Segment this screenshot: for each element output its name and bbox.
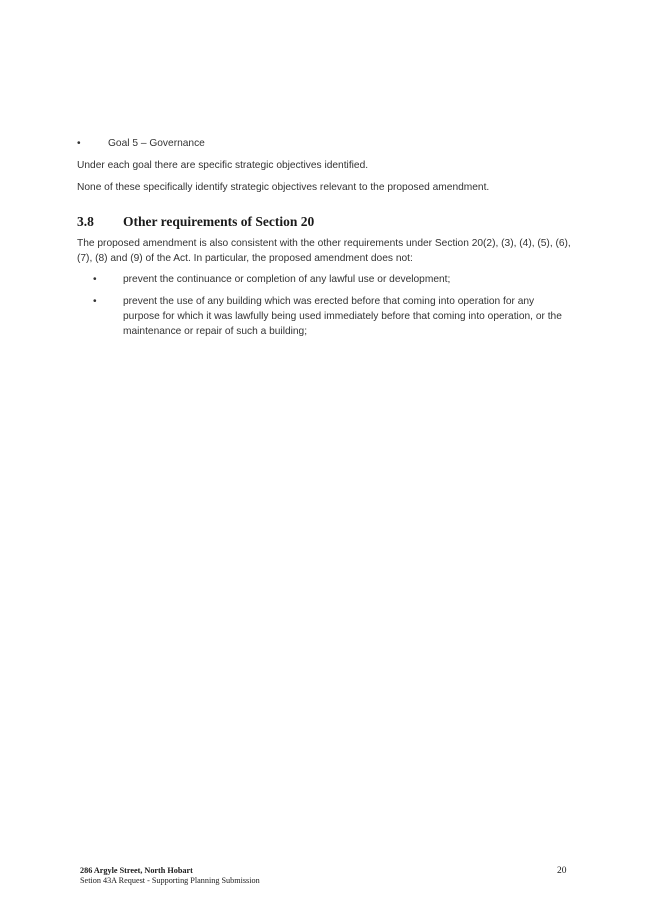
bullet-symbol: • (93, 296, 97, 307)
page-number: 20 (557, 866, 567, 876)
paragraph-goals-objectives: Under each goal there are specific strategic objectives identified. (77, 160, 369, 171)
list-item-text: prevent the use of any building which was erected before that coming into operation for any purpose for which it was lawfully being used immediately before that coming into operation, or the maintenance or repair of such a building; (123, 296, 562, 337)
bullet-symbol: • (93, 274, 97, 285)
section-intro-paragraph: The proposed amendment is also consistent with the other requirements under Section 20(2), (3), (4), (5), (6), (7), (8) and (9) of the Act. In particular, the proposed amendment does not: (77, 238, 571, 264)
section-number: 3.8 (77, 214, 94, 229)
footer (80, 866, 260, 886)
requirements-list (93, 272, 573, 346)
footer-subtitle: Setion 43A Request - Supporting Planning Submission (80, 876, 260, 885)
bullet-symbol: • (77, 138, 81, 149)
list-item-text: prevent the continuance or completion of any lawful use or development; (123, 274, 451, 285)
paragraph-no-relevant-objectives: None of these specifically identify strategic objectives relevant to the proposed amendment. (77, 182, 490, 193)
list-item (93, 294, 573, 339)
footer-address: 286 Argyle Street, North Hobart (80, 866, 193, 875)
section-title: Other requirements of Section 20 (123, 214, 315, 229)
goal-bullet-text: Goal 5 – Governance (108, 138, 205, 149)
list-item (93, 272, 573, 287)
